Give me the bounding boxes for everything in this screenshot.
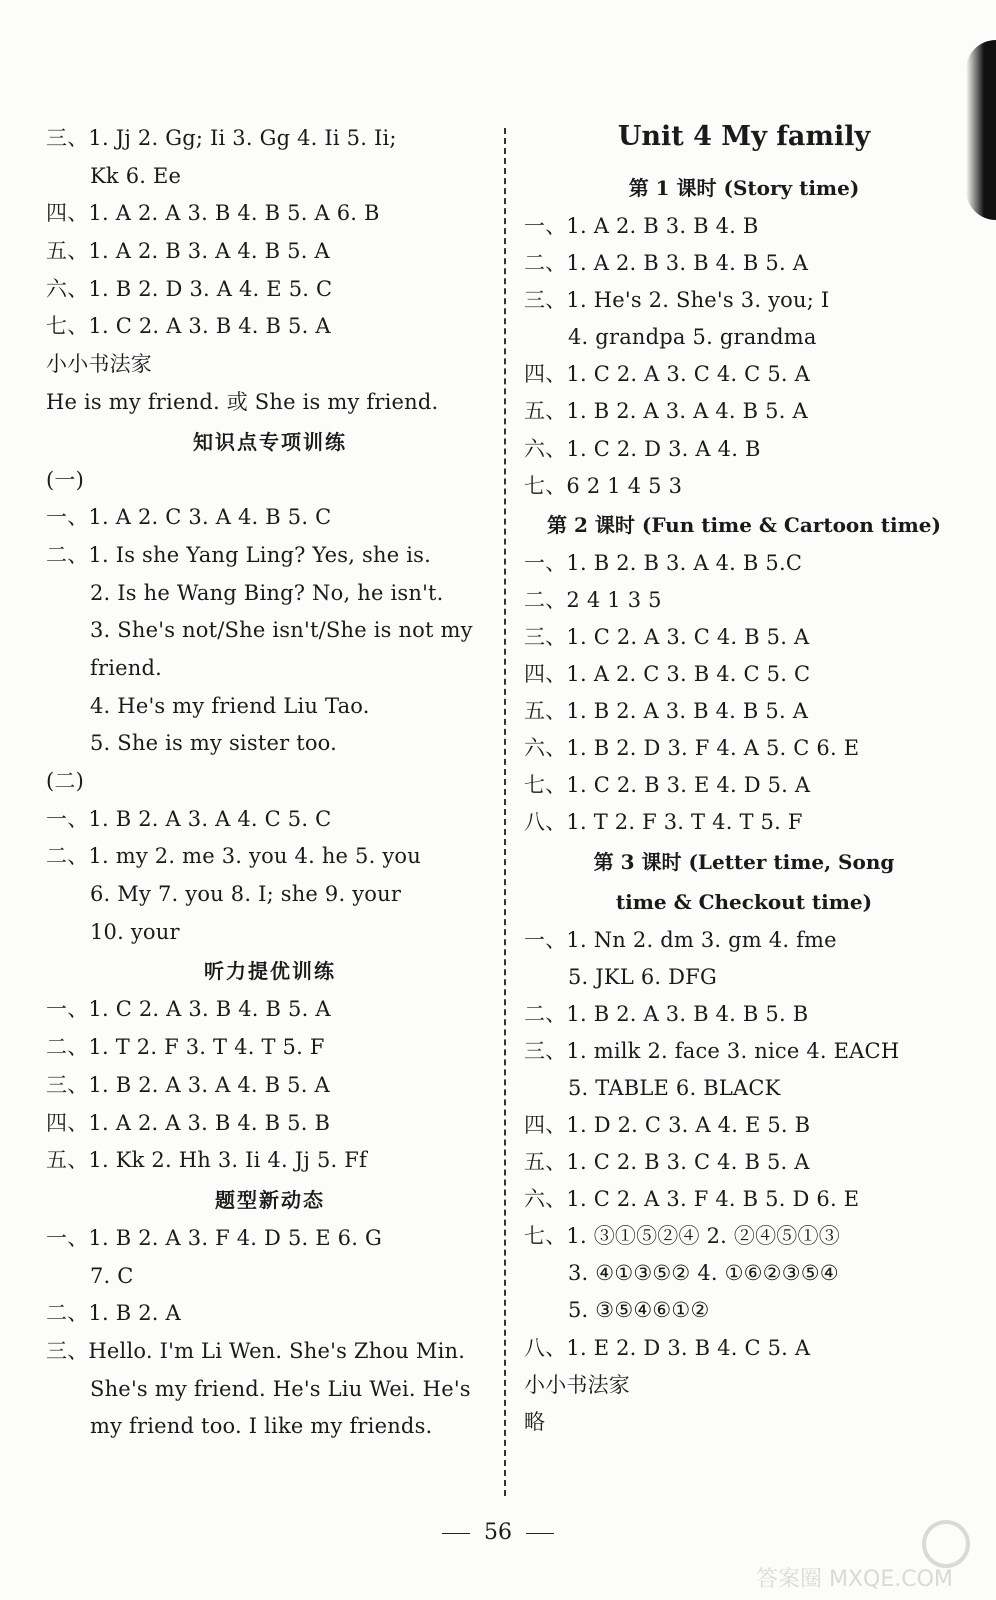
answer-line: 七、1. C 2. A 3. B 4. B 5. A	[46, 314, 331, 339]
section-heading-knowledge: 知识点专项训练	[193, 429, 347, 454]
answer-line: 三、1. milk 2. face 3. nice 4. EACH	[524, 1038, 900, 1063]
answer-line: 4. grandpa 5. grandma	[568, 325, 817, 350]
answer-line: 二、1. B 2. A 3. B 4. B 5. B	[524, 1001, 809, 1026]
answer-line: 七、6 2 1 4 5 3	[524, 473, 683, 498]
answer-line: 八、1. T 2. F 3. T 4. T 5. F	[524, 810, 803, 835]
answer-line: 五、1. C 2. B 3. C 4. B 5. A	[524, 1150, 810, 1175]
answer-line: 2. Is he Wang Bing? No, he isn't.	[90, 580, 444, 605]
answer-line: He is my friend. 或 She is my friend.	[46, 389, 439, 414]
answer-line: 四、1. C 2. A 3. C 4. C 5. A	[524, 362, 810, 387]
answer-line: 4. He's my friend Liu Tao.	[90, 693, 370, 718]
answer-line: 5. TABLE 6. BLACK	[568, 1075, 781, 1100]
watermark-logo	[756, 1514, 976, 1594]
answer-line: 二、1. T 2. F 3. T 4. T 5. F	[46, 1035, 325, 1060]
answer-line: 5. She is my sister too.	[90, 731, 338, 756]
watermark-graphic	[756, 1514, 976, 1594]
answer-line: 小小书法家	[46, 352, 152, 377]
answer-line: 四、1. A 2. A 3. B 4. B 5. B	[46, 1110, 331, 1135]
answer-line: 三、Hello. I'm Li Wen. She's Zhou Min.	[46, 1338, 466, 1363]
answer-line: 略	[524, 1409, 546, 1434]
left-section-d	[46, 1220, 494, 1446]
answer-line: 四、1. A 2. C 3. B 4. C 5. C	[524, 662, 811, 687]
answer-line: 七、1. ③①⑤②④ 2. ②④⑤①③	[524, 1224, 840, 1249]
answer-line: friend.	[90, 655, 162, 680]
answer-line: 小小书法家	[524, 1372, 630, 1397]
right-column	[524, 120, 964, 1441]
answer-line: 一、1. B 2. A 3. F 4. D 5. E 6. G	[46, 1225, 382, 1250]
right-section-1	[524, 208, 964, 505]
page-edge-shadow	[966, 40, 996, 220]
answer-line: 10. your	[90, 919, 180, 944]
section-heading-listening: 听力提优训练	[204, 959, 336, 984]
left-column	[46, 120, 494, 1446]
left-section-a	[46, 120, 494, 422]
left-section-b	[46, 462, 494, 952]
answer-line: 7. C	[90, 1263, 134, 1288]
answer-line: 四、1. A 2. A 3. B 4. B 5. A 6. B	[46, 201, 380, 226]
answer-line: 一、1. A 2. B 3. B 4. B	[524, 214, 759, 238]
lesson-3-heading-line-1: 第 3 课时 (Letter time, Song	[593, 849, 895, 874]
answer-line: 5. JKL 6. DFG	[568, 964, 717, 989]
lesson-1-heading: 第 1 课时 (Story time)	[628, 176, 860, 200]
answer-line: 三、1. C 2. A 3. C 4. B 5. A	[524, 624, 810, 649]
answer-line: 5. ③⑤④⑥①②	[568, 1298, 710, 1323]
answer-line: Kk 6. Ee	[90, 163, 182, 188]
lesson-3-heading-line-2: time & Checkout time)	[615, 889, 873, 914]
answer-line: 一、1. A 2. C 3. A 4. B 5. C	[46, 505, 332, 530]
answer-line: 一、1. B 2. B 3. A 4. B 5.C	[524, 550, 803, 575]
page-number-dash-left	[442, 1533, 470, 1534]
answer-line: 二、1. my 2. me 3. you 4. he 5. you	[46, 844, 421, 869]
answer-line: 3. ④①③⑤② 4. ①⑥②③⑤④	[568, 1261, 839, 1286]
answer-line: (二)	[46, 769, 84, 793]
answer-line: 二、1. Is she Yang Ling? Yes, she is.	[46, 542, 431, 567]
answer-line: 五、1. B 2. A 3. A 4. B 5. A	[524, 399, 808, 424]
answer-line: 四、1. D 2. C 3. A 4. E 5. B	[524, 1112, 811, 1137]
answer-line: 二、1. B 2. A	[46, 1301, 181, 1326]
answer-line: 六、1. C 2. D 3. A 4. B	[524, 436, 761, 461]
answer-line: 三、1. He's 2. She's 3. you; I	[524, 288, 830, 313]
answer-line: my friend too. I like my friends.	[90, 1414, 433, 1439]
unit-title: Unit 4 My family	[617, 121, 871, 152]
lesson-2-heading: 第 2 课时 (Fun time & Cartoon time)	[547, 512, 941, 537]
answer-line: 一、1. B 2. A 3. A 4. C 5. C	[46, 806, 332, 831]
section-heading-new-types: 题型新动态	[215, 1187, 325, 1212]
page-number-dash-right	[526, 1533, 554, 1534]
answer-line: 6. My 7. you 8. I; she 9. your	[90, 882, 402, 907]
answer-line: 八、1. E 2. D 3. B 4. C 5. A	[524, 1335, 811, 1360]
right-section-3	[524, 922, 964, 1441]
answer-line: 五、1. Kk 2. Hh 3. Ii 4. Jj 5. Ff	[46, 1148, 367, 1173]
answer-line: 3. She's not/She isn't/She is not my	[90, 618, 473, 643]
left-section-c	[46, 991, 494, 1179]
answer-line: 六、1. B 2. D 3. A 4. E 5. C	[46, 276, 333, 301]
answer-line: 二、2 4 1 3 5	[524, 587, 662, 612]
answer-line: 三、1. B 2. A 3. A 4. B 5. A	[46, 1072, 330, 1097]
answer-line: 一、1. Nn 2. dm 3. gm 4. fme	[524, 927, 837, 952]
page-number-text: 56	[484, 1520, 512, 1545]
answer-line: 一、1. C 2. A 3. B 4. B 5. A	[46, 997, 331, 1022]
right-section-2	[524, 545, 964, 842]
answer-line: 五、1. A 2. B 3. A 4. B 5. A	[46, 239, 330, 264]
answer-line: She's my friend. He's Liu Wei. He's	[90, 1376, 471, 1401]
answer-line: 五、1. B 2. A 3. B 4. B 5. A	[524, 699, 809, 724]
answer-line: 三、1. Jj 2. Gg; Ii 3. Gg 4. Ii 5. Ii;	[46, 126, 397, 150]
column-divider	[504, 128, 506, 1496]
answer-line: 七、1. C 2. B 3. E 4. D 5. A	[524, 773, 811, 798]
watermark-text: 答案圈 MXQE.COM	[756, 1567, 953, 1592]
answer-line: (一)	[46, 467, 84, 492]
answer-line: 六、1. B 2. D 3. F 4. A 5. C 6. E	[524, 736, 860, 761]
answer-line: 二、1. A 2. B 3. B 4. B 5. A	[524, 251, 809, 276]
answer-line: 六、1. C 2. A 3. F 4. B 5. D 6. E	[524, 1187, 860, 1212]
